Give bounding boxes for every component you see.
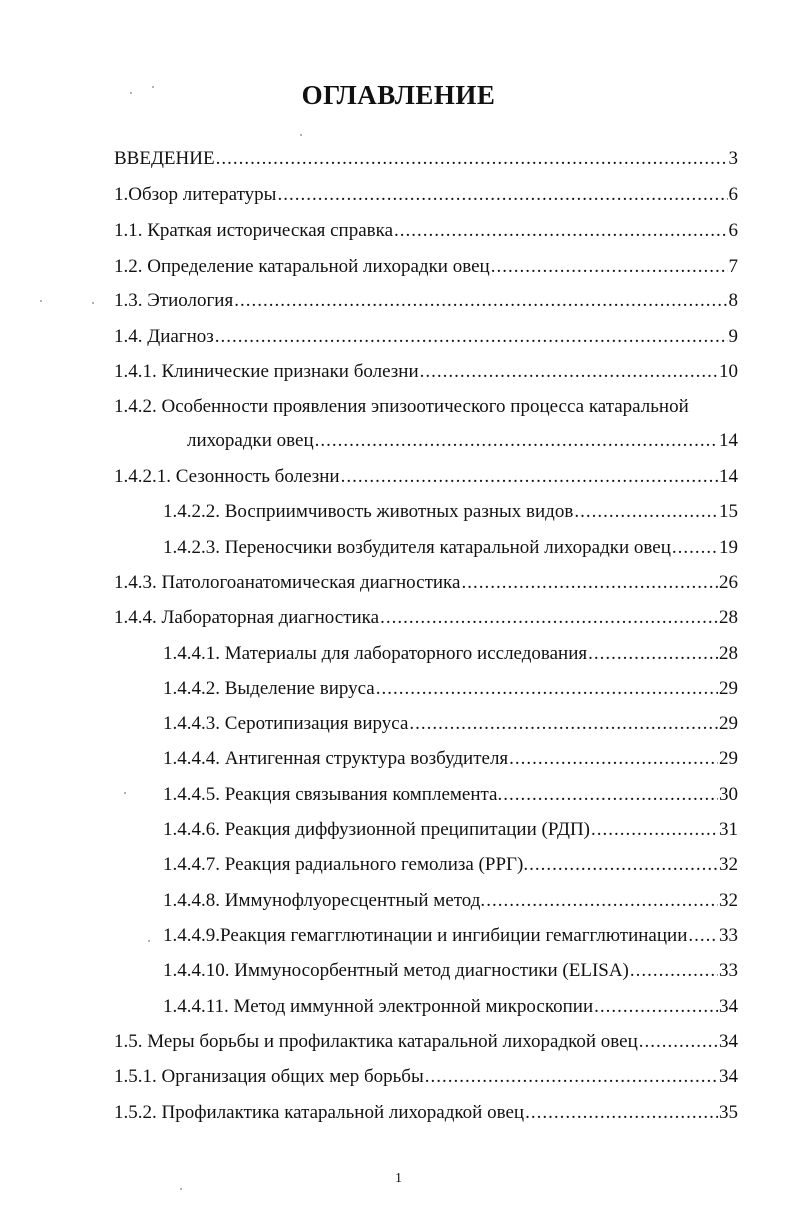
toc-entry-label: 1.Обзор литературы (114, 184, 277, 205)
toc-entry-label: 1.4.4.11. Метод иммунной электронной микроскопии (163, 996, 594, 1017)
toc-entry-label: 1.4.4.5. Реакция связывания комплемента. (163, 784, 503, 805)
toc-entry[interactable] (114, 466, 738, 488)
toc-entry-page: 34 (719, 996, 738, 1017)
toc-entry-label: 1.4. Диагноз (114, 326, 214, 347)
dot-leader (315, 430, 718, 452)
toc-entry-continuation: лихорадки овец (187, 430, 314, 451)
toc-entry-page: 7 (728, 256, 738, 277)
toc-entry[interactable] (114, 1031, 738, 1053)
toc-entry-page: 33 (719, 960, 738, 981)
toc-entry-page: 8 (728, 290, 738, 311)
toc-entry-label: 1.4.2.2. Восприимчивость животных разных видов (163, 501, 574, 522)
page-number: 1 (395, 1171, 402, 1186)
toc-entry-page: 32 (719, 854, 738, 875)
toc-entry[interactable] (187, 430, 738, 452)
dot-leader (639, 1031, 718, 1053)
toc-entry[interactable] (114, 1102, 738, 1124)
dot-leader (234, 290, 727, 312)
dot-leader (630, 960, 718, 982)
toc-entry-label: 1.4.4.9.Реакция гемагглютинации и ингибиции гемагглютинации (163, 925, 688, 946)
dot-leader (486, 890, 718, 912)
toc-entry-label: 1.4.4. Лабораторная диагностика (114, 607, 380, 628)
toc-entry-label: 1.4.4.2. Выделение вируса (163, 678, 375, 699)
toc-entry-page: 6 (728, 220, 738, 241)
toc-entry[interactable] (163, 819, 738, 841)
toc-entry-page: 29 (719, 678, 738, 699)
toc-entry-page: 33 (719, 925, 738, 946)
scan-speck (124, 792, 126, 794)
toc-entry-label: 1.4.4.4. Антигенная структура возбудителя (163, 748, 509, 769)
dot-leader (509, 748, 718, 770)
toc-entry[interactable] (163, 890, 738, 912)
dot-leader (341, 466, 718, 488)
dot-leader (216, 148, 728, 170)
toc-entry-page: 31 (719, 819, 738, 840)
toc-entry-label: 1.4.2.1. Сезонность болезни (114, 466, 340, 487)
dot-leader (409, 713, 718, 735)
toc-entry-label: 1.4.4.8. Иммунофлуоресцентный метод. (163, 890, 486, 911)
toc-entry-page: 19 (719, 537, 738, 558)
toc-entry[interactable] (114, 290, 738, 312)
toc-entry[interactable] (163, 748, 738, 770)
toc-entry-label: 1.5.1. Организация общих мер борьбы (114, 1066, 424, 1087)
scan-speck (130, 92, 132, 94)
toc-entry-label: 1.4.4.7. Реакция радиального гемолиза (РРГ). (163, 854, 529, 875)
toc-entry-label: 1.1. Краткая историческая справка (114, 220, 393, 241)
dot-leader (672, 537, 718, 559)
dot-leader (420, 361, 718, 383)
dot-leader (380, 607, 718, 629)
toc-entry[interactable] (163, 854, 738, 876)
toc-entry[interactable] (163, 996, 738, 1018)
toc-entry-label: 1.4.3. Патологоанатомическая диагностика (114, 572, 461, 593)
dot-leader (503, 784, 718, 806)
toc-entry[interactable] (163, 643, 738, 665)
toc-entry[interactable] (114, 326, 738, 348)
dot-leader (376, 678, 718, 700)
scan-speck (92, 302, 94, 304)
scan-speck (300, 134, 302, 136)
scan-speck (180, 1188, 182, 1190)
toc-entry-label: 1.4.4.3. Серотипизация вируса (163, 713, 409, 734)
toc-entry[interactable] (163, 784, 738, 806)
toc-entry-label: 1.2. Определение катаральной лихорадки овец (114, 256, 490, 277)
toc-entry-page: 6 (728, 184, 738, 205)
dot-leader (529, 854, 718, 876)
toc-entry-page: 32 (719, 890, 738, 911)
dot-leader (215, 326, 728, 348)
toc-entry-label: 1.4.4.1. Материалы для лабораторного исследования (163, 643, 588, 664)
toc-entry-label[interactable]: 1.4.2. Особенности проявления эпизоотического процесса катаральной (114, 396, 689, 417)
toc-entry-label: 1.4.4.6. Реакция диффузионной преципитации (РДП) (163, 819, 590, 840)
toc-entry-page: 34 (719, 1031, 738, 1052)
toc-entry-label: 1.5. Меры борьбы и профилактика катаральной лихорадкой овец (114, 1031, 638, 1052)
toc-entry-page: 28 (719, 643, 738, 664)
toc-entry[interactable] (163, 713, 738, 735)
toc-entry-page: 15 (719, 501, 738, 522)
toc-entry-page: 14 (719, 430, 738, 451)
toc-entry-label: 1.4.1. Клинические признаки болезни (114, 361, 419, 382)
toc-entry-page: 10 (719, 361, 738, 382)
toc-entry-label: 1.5.2. Профилактика катаральной лихорадкой овец (114, 1102, 525, 1123)
toc-entry-page: 3 (728, 148, 738, 169)
dot-leader (394, 220, 728, 242)
dot-leader (277, 184, 727, 206)
toc-entry[interactable] (163, 678, 738, 700)
toc-entry[interactable] (114, 607, 738, 629)
toc-entry[interactable] (114, 220, 738, 242)
toc-entry[interactable] (163, 537, 738, 559)
toc-entry[interactable] (163, 925, 738, 947)
toc-entry-label: ВВЕДЕНИЕ (114, 148, 215, 169)
toc-entry-label: 1.4.2.3. Переносчики возбудителя катаральной лихорадки овец (163, 537, 671, 558)
dot-leader (461, 572, 718, 594)
dot-leader (574, 501, 718, 523)
scan-speck (148, 940, 150, 942)
toc-entry[interactable] (163, 960, 738, 982)
toc-entry-page: 29 (719, 748, 738, 769)
toc-entry-page: 28 (719, 607, 738, 628)
toc-entry-page: 34 (719, 1066, 738, 1087)
page-title: ОГЛАВЛЕНИЕ (301, 80, 496, 110)
toc-entry[interactable] (114, 148, 738, 170)
toc-entry-page: 26 (719, 572, 738, 593)
toc-entry[interactable] (163, 501, 738, 523)
toc-entry-label: 1.4.4.10. Иммуносорбентный метод диагностики (ELISA) (163, 960, 629, 981)
dot-leader (491, 256, 728, 278)
toc-entry-page: 9 (728, 326, 738, 347)
toc-entry-page: 30 (719, 784, 738, 805)
dot-leader (525, 1102, 718, 1124)
toc-entry[interactable] (114, 361, 738, 383)
dot-leader (588, 643, 718, 665)
scan-speck (152, 86, 154, 88)
dot-leader (688, 925, 718, 947)
toc-entry-label: 1.3. Этиология (114, 290, 234, 311)
toc-entry-page: 35 (719, 1102, 738, 1123)
scan-speck (40, 300, 42, 302)
toc-entry-page: 14 (719, 466, 738, 487)
toc-entry[interactable] (114, 1066, 738, 1088)
dot-leader (594, 996, 718, 1018)
toc-entry[interactable] (114, 256, 738, 278)
dot-leader (591, 819, 718, 841)
toc-entry-page: 29 (719, 713, 738, 734)
toc-entry[interactable] (114, 572, 738, 594)
toc-entry[interactable] (114, 184, 738, 206)
dot-leader (425, 1066, 718, 1088)
